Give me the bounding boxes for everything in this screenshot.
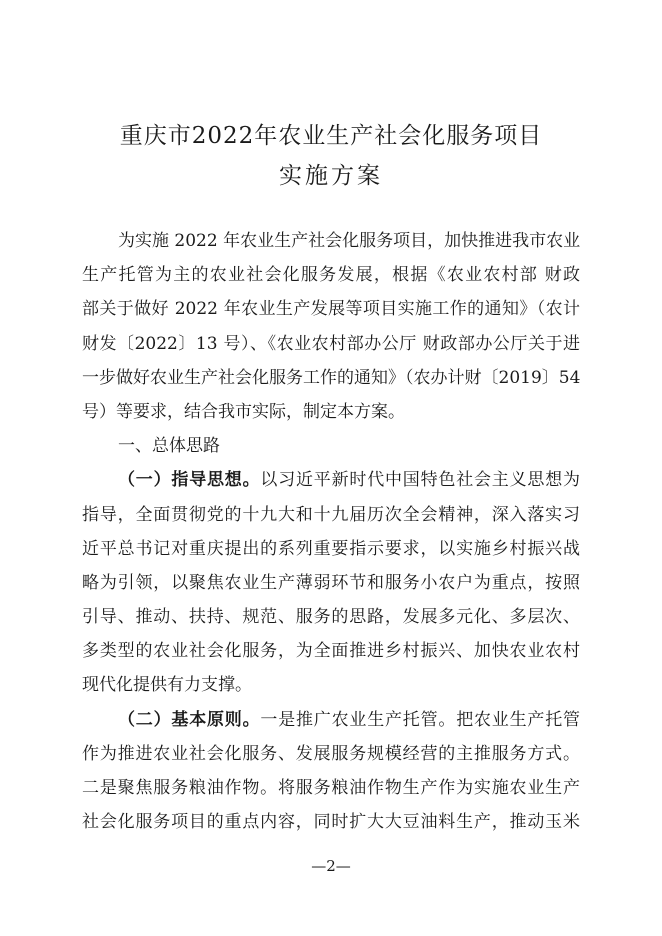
paragraph-2-line: 现代化提供有力支撑。 xyxy=(82,675,252,696)
paragraph-1-line: 号）等要求，结合我市实际，制定本方案。 xyxy=(82,401,405,422)
page-number: —2— xyxy=(311,857,351,875)
subsection-lead: （二）基本原则。 xyxy=(118,709,261,730)
paragraph-3-line: 二是聚焦服务粮油作物。将服务粮油作物生产作为实施农业生产 xyxy=(82,778,580,798)
paragraph-2-line xyxy=(82,463,580,497)
paragraph-1-line: 财发〔2022〕13 号）、《农业农村部办公厅 财政部办公厅关于进 xyxy=(82,333,580,354)
document-title-line-2: 实施方案 xyxy=(279,163,383,189)
paragraph-3-line xyxy=(82,703,580,737)
paragraph-3-line: 社会化服务项目的重点内容，同时扩大大豆油料生产，推动玉米 xyxy=(82,812,580,833)
subsection-lead: （一）指导思想。 xyxy=(118,470,261,491)
paragraph-1-line: 生产托管为主的农业社会化服务发展，根据《农业农村部 财政 xyxy=(82,265,580,286)
section-heading: 一、总体思路 xyxy=(118,436,220,457)
paragraph-2-line: 引导、推动、扶持、规范、服务的思路，发展多元化、多层次、 xyxy=(82,607,580,628)
paragraph-2-line: 指导，全面贯彻党的十九大和十九届历次全会精神，深入落实习 xyxy=(82,504,580,525)
paragraph-2-line: 略为引领，以聚焦农业生产薄弱环节和服务小农户为重点，按照 xyxy=(82,572,580,593)
document-body xyxy=(82,224,580,839)
paragraph-1-line: 部关于做好 2022 年农业生产发展等项目实施工作的通知》（农计 xyxy=(82,299,580,320)
paragraph-1-line: 为实施 2022 年农业生产社会化服务项目，加快推进我市农业 xyxy=(118,231,581,251)
paragraph-1-line: 一步做好农业生产社会化服务工作的通知》（农办计财〔2019〕54 xyxy=(82,367,581,388)
paragraph-2-line: 多类型的农业社会化服务，为全面推进乡村振兴、加快农业农村 xyxy=(82,641,580,662)
paragraph-text: 以习近平新时代中国特色社会主义思想为 xyxy=(260,470,581,491)
document-title-line-1: 重庆市2022年农业生产社会化服务项目 xyxy=(119,123,543,149)
paragraph-3-line: 作为推进农业社会化服务、发展服务规模经营的主推服务方式。 xyxy=(82,743,580,764)
paragraph-text: 一是推广农业生产托管。把农业生产托管 xyxy=(260,709,581,730)
paragraph-2-line: 近平总书记对重庆提出的系列重要指示要求，以实施乡村振兴战 xyxy=(82,538,580,559)
